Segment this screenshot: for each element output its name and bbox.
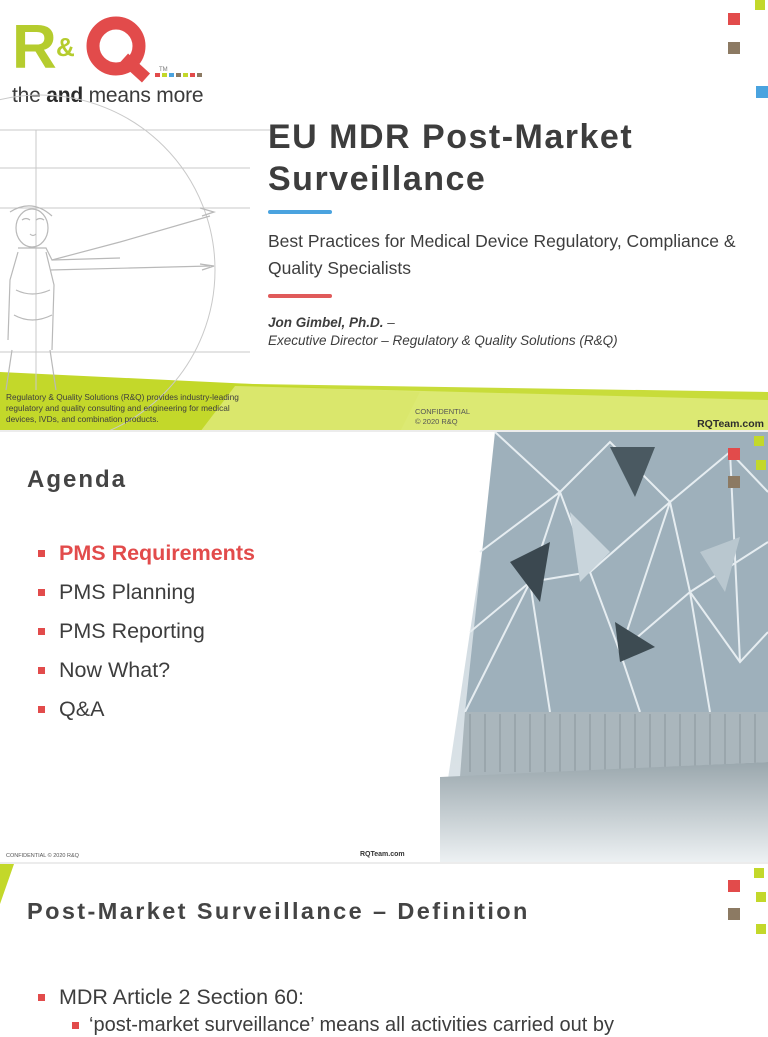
definition-list bbox=[38, 982, 304, 1012]
bullet-square-icon bbox=[38, 667, 45, 674]
agenda-item: Now What? bbox=[38, 651, 255, 690]
decorative-squares bbox=[728, 436, 768, 536]
confidential-notice: CONFIDENTIAL © 2020 R&Q bbox=[415, 407, 471, 426]
agenda-list bbox=[38, 534, 255, 729]
blue-accent-bar bbox=[268, 210, 332, 214]
svg-text:TM: TM bbox=[159, 67, 168, 73]
author-block: Jon Gimbel, Ph.D. – Executive Director – Regulatory & Quality Solutions (R&Q) bbox=[268, 315, 618, 348]
svg-text:R: R bbox=[12, 13, 57, 82]
green-corner-accent bbox=[0, 864, 20, 914]
bullet-square-icon bbox=[38, 550, 45, 557]
svg-text:&: & bbox=[56, 32, 75, 62]
decorative-squares bbox=[728, 868, 768, 968]
author-role: Executive Director – Regulatory & Quality Solutions (R&Q) bbox=[268, 333, 618, 348]
bullet-square-icon bbox=[38, 589, 45, 596]
bullet-square-icon bbox=[38, 706, 45, 713]
slide-subtitle: Best Practices for Medical Device Regulatory, Compliance & Quality Specialists bbox=[268, 231, 736, 278]
agenda-slide bbox=[0, 432, 768, 864]
agenda-item: PMS Reporting bbox=[38, 612, 255, 651]
rq-logo bbox=[12, 10, 212, 80]
agenda-item: Q&A bbox=[38, 690, 255, 729]
brand-tagline: the and means more bbox=[12, 84, 204, 107]
red-accent-bar bbox=[268, 294, 332, 298]
building-facade-photo bbox=[440, 432, 768, 864]
footer-website[interactable]: RQTeam.com bbox=[360, 851, 405, 858]
bullet-square-icon bbox=[72, 1022, 79, 1029]
definition-item: MDR Article 2 Section 60: bbox=[38, 982, 304, 1012]
decorative-squares bbox=[728, 0, 768, 100]
bullet-square-icon bbox=[38, 994, 45, 1001]
vitruvian-man-illustration bbox=[0, 120, 270, 390]
slide-title: EU MDR Post-Market Surveillance bbox=[268, 118, 634, 198]
agenda-item: PMS Requirements bbox=[38, 534, 255, 573]
agenda-item: PMS Planning bbox=[38, 573, 255, 612]
footer-confidential: CONFIDENTIAL © 2020 R&Q bbox=[6, 853, 79, 859]
slide-heading: Post-Market Surveillance – Definition bbox=[27, 898, 530, 924]
author-name: Jon Gimbel, Ph.D. bbox=[268, 315, 384, 330]
company-blurb: Regulatory & Quality Solutions (R&Q) provides industry-leading regulatory and quality consulting and engineering for medical devices, IVDs, and combination products. bbox=[6, 392, 239, 424]
website-link[interactable]: RQTeam.com bbox=[697, 418, 764, 430]
title-slide bbox=[0, 0, 768, 432]
agenda-heading: Agenda bbox=[27, 466, 128, 493]
definition-subitem: ‘post-market surveillance’ means all activities carried out by bbox=[72, 1014, 614, 1037]
bullet-square-icon bbox=[38, 628, 45, 635]
definition-slide bbox=[0, 864, 768, 1036]
